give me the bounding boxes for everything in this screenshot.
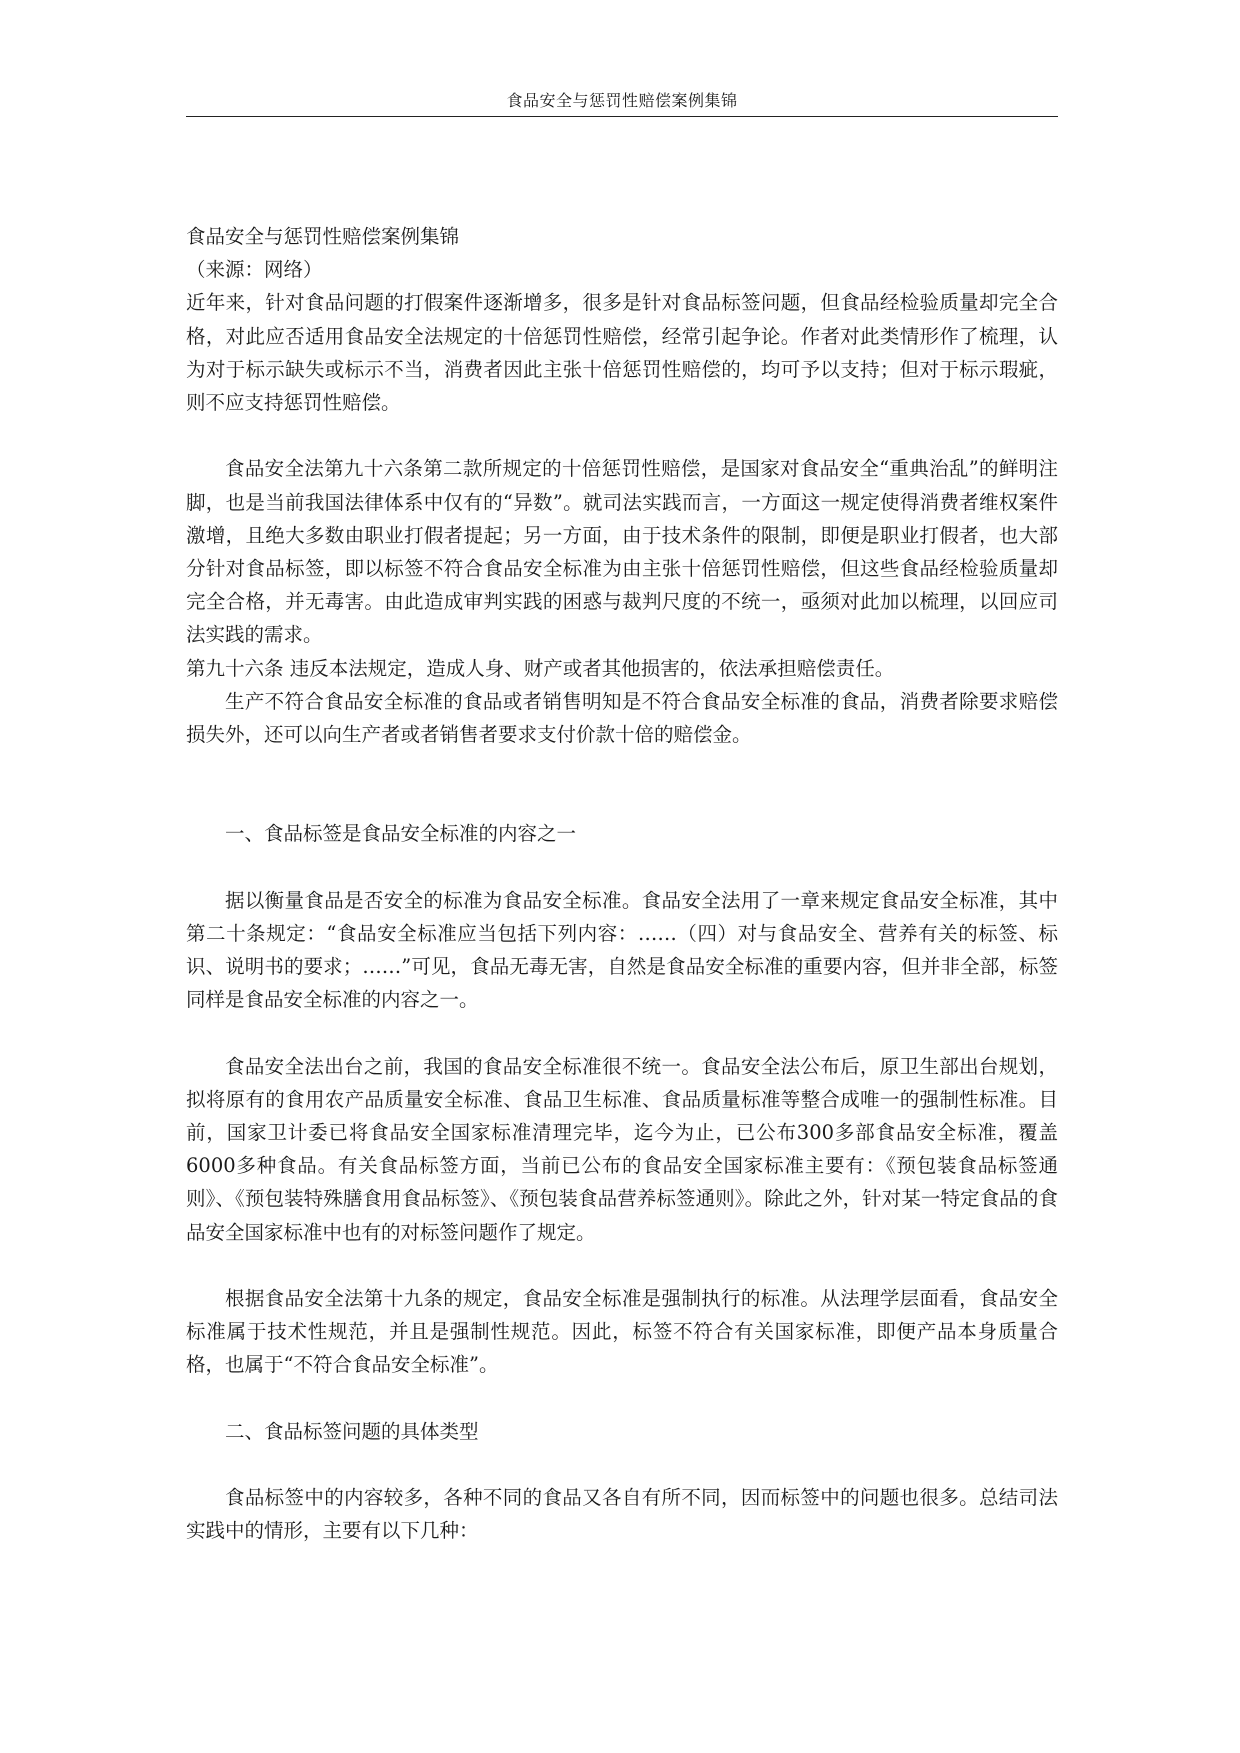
section-2-heading: 二、食品标签问题的具体类型	[225, 1419, 479, 1443]
spacer	[186, 1249, 1058, 1282]
section-1-paragraph-2: 食品安全法出台之前，我国的食品安全标准很不统一。食品安全法公布后，原卫生部出台规划，拟将原有的食用农产品质量安全标准、食品卫生标准、食品质量标准等整合成唯一的强制性标准。目前，国家卫计委已将食品安全国家标准清理完毕，迄今为止，已公布300多部食品安全标准，覆盖6000多种食品。有关食品标签方面，当前已公布的食品安全国家标准主要有：《预包装食品标签通则》、《预包装特殊膳食用食品标签》、《预包装食品营养标签通则》。除此之外，针对某一特定食品的食品安全国家标准中也有的对标签问题作了规定。	[186, 1054, 1058, 1244]
article-96-second-paragraph: 生产不符合食品安全标准的食品或者销售明知是不符合食品安全标准的食品，消费者除要求赔偿损失外，还可以向生产者或者销售者要求支付价款十倍的赔偿金。	[186, 689, 1058, 747]
background-paragraph: 食品安全法第九十六条第二款所规定的十倍惩罚性赔偿，是国家对食品安全“重典治乱”的鲜明注脚，也是当前我国法律体系中仅有的“异数”。就司法实践而言，一方面这一规定使得消费者维权案件激增，且绝大多数由职业打假者提起；另一方面，由于技术条件的限制，即便是职业打假者，也大部分针对食品标签，即以标签不符合食品安全标准为由主张十倍惩罚性赔偿，但这些食品经检验质量却完全合格，并无毒害。由此造成审判实践的困惑与裁判尺度的不统一，亟须对此加以梳理，以回应司法实践的需求。	[186, 457, 1058, 647]
article-96-clause: 第九十六条 违反本法规定，造成人身、财产或者其他损害的，依法承担赔偿责任。	[186, 656, 895, 680]
spacer	[186, 1382, 1058, 1415]
spacer	[186, 419, 1058, 452]
section-1-paragraph-1: 据以衡量食品是否安全的标准为食品安全标准。食品安全法用了一章来规定食品安全标准，其中第二十条规定：“食品安全标准应当包括下列内容：……（四）对与食品安全、营养有关的标签、标识、说明书的要求；……”可见，食品无毒无害，自然是食品安全标准的重要内容，但并非全部，标签同样是食品安全标准的内容之一。	[186, 888, 1058, 1012]
section-1-paragraph-3: 根据食品安全法第十九条的规定，食品安全标准是强制执行的标准。从法理学层面看，食品安全标准属于技术性规范，并且是强制性规范。因此，标签不符合有关国家标准，即便产品本身质量合格，也属于“不符合食品安全标准”。	[186, 1287, 1058, 1377]
document-source: （来源：网络）	[186, 258, 323, 282]
section-2-paragraph-1: 食品标签中的内容较多，各种不同的食品又各自有所不同，因而标签中的问题也很多。总结司法实践中的情形，主要有以下几种：	[186, 1486, 1058, 1543]
spacer	[186, 850, 1058, 883]
spacer	[186, 751, 1058, 817]
document-body	[186, 220, 1058, 1548]
document-title: 食品安全与惩罚性赔偿案例集锦	[186, 225, 460, 248]
intro-paragraph: 近年来，针对食品问题的打假案件逐渐增多，很多是针对食品标签问题，但食品经检验质量却完全合格，对此应否适用食品安全法规定的十倍惩罚性赔偿，经常引起争论。作者对此类情形作了梳理，认为对于标示缺失或标示不当，消费者因此主张十倍惩罚性赔偿的，均可予以支持；但对于标示瑕疵，则不应支持惩罚性赔偿。	[186, 291, 1058, 415]
spacer	[186, 1448, 1058, 1481]
section-1-heading: 一、食品标签是食品安全标准的内容之一	[225, 822, 577, 846]
running-header: 食品安全与惩罚性赔偿案例集锦	[186, 86, 1058, 117]
spacer	[186, 1016, 1058, 1049]
